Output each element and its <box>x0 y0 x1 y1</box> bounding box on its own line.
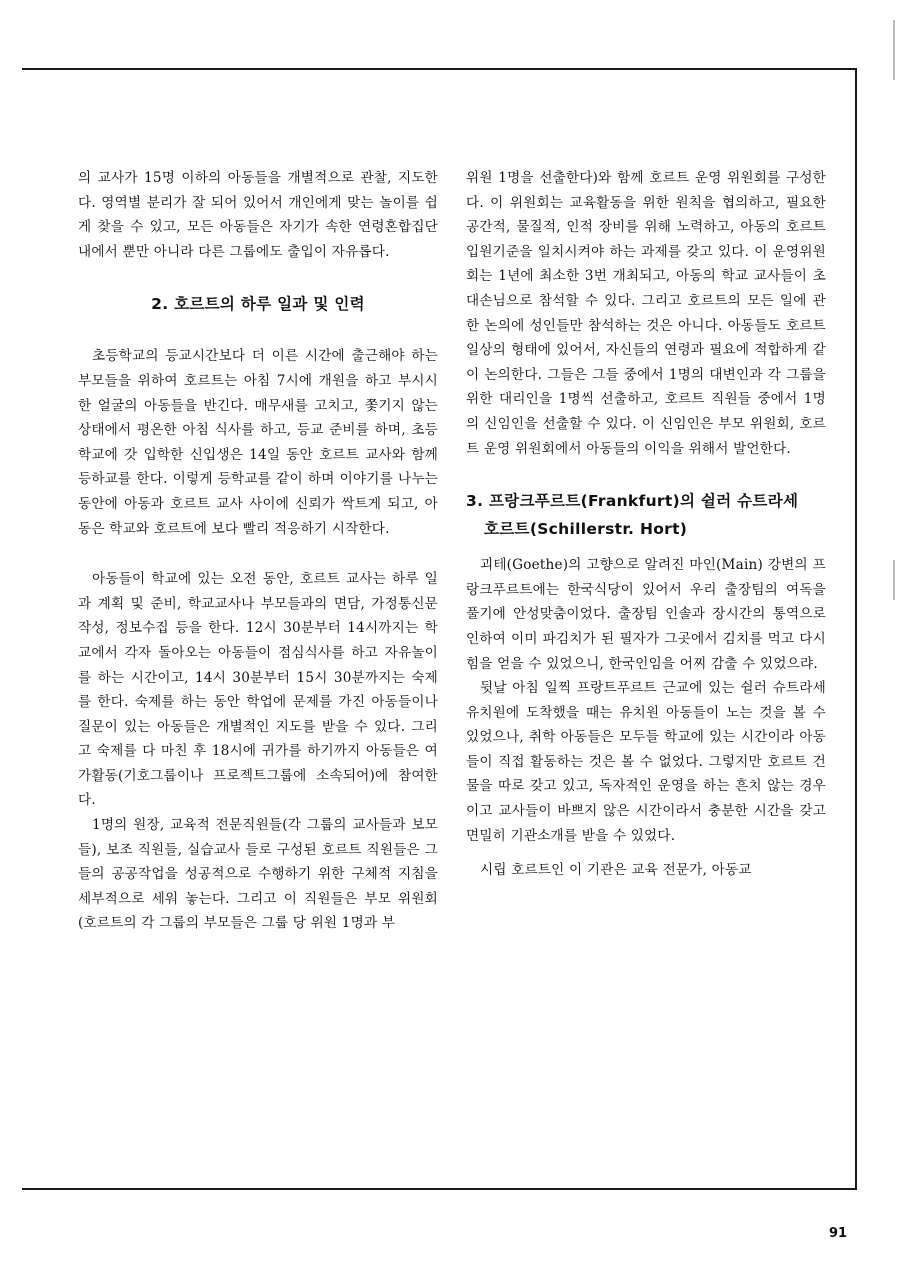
right-column <box>466 166 826 883</box>
paragraph: 아동들이 학교에 있는 오전 동안, 호르트 교사는 하루 일과 계획 및 준비, 학교교사나 부모들과의 면담, 가정통신문 작성, 정보수집 등을 한다. 12시 30분부터 14시까지는 학교에서 각자 돌아오는 아동들이 점심식사를 하고 자유놀이를 하는 시간이고, 14시 30분부터 15시 30분까지는 숙제를 한다. 숙제를 하는 동안 학업에 문제를 가진 아동들이나 질문이 있는 아동들은 개별적인 지도를 받을 수 있다. 그리고 숙제를 다 마친 후 18시에 귀가를 하기까지 아동들은 여가활동(기호그룹이나 프로젝트그룹에 소속되어)에 참여한다. <box>78 571 438 809</box>
section-heading-continued: 호르트(Schillerstr. Hort) <box>484 520 688 539</box>
left-column <box>78 166 438 936</box>
paragraph: 1명의 원장, 교육적 전문직원들(각 그룹의 교사들과 보모들), 보조 직원들, 실습교사 들로 구성된 호르트 직원들은 그들의 공공작업을 성공적으로 수행하기 위한 구체적 지침을 세부적으로 세워 놓는다. 그리고 이 직원들은 부모 위원회(호르트의 각 그룹의 부모들은 그룹 당 위원 1명과 부 <box>78 817 438 932</box>
paragraph: 괴테(Goethe)의 고향으로 알려진 마인(Main) 강변의 프랑크푸르트에는 한국식당이 있어서 우리 출장팀의 여독을 풀기에 안성맞춤이었다. 출장팀 인솔과 장시간의 통역으로 인하여 이미 파김치가 된 필자가 그곳에서 김치를 먹고 다시 힘을 얻을 수 있었으니, 한국인임을 어찌 감출 수 있었으랴. <box>466 557 826 672</box>
section-heading: 2. 호르트의 하루 일과 및 인력 <box>151 295 365 314</box>
paragraph: 초등학교의 등교시간보다 더 이른 시간에 출근해야 하는 부모들을 위하여 호르트는 아침 7시에 개원을 하고 부시시한 얼굴의 아동들을 반긴다. 매무새를 고치고, 쫓기지 않는 상태에서 평온한 아침 식사를 하고, 등교 준비를 하며, 초등학교에 갓 입학한 신입생은 14일 동안 호르트 교사와 함께 등하교를 한다. 이렇게 등학교를 같이 하며 이야기를 나누는 동안에 아동과 호르트 교사 사이에 신뢰가 싹트게 되고, 아동은 학교와 호르트에 보다 빨리 적응하기 시작한다. <box>78 348 438 537</box>
page-number: 91 <box>829 1226 848 1241</box>
paragraph: 위원 1명을 선출한다)와 함께 호르트 운영 위원회를 구성한다. 이 위원회는 교육활동을 위한 원칙을 협의하고, 필요한 공간적, 물질적, 인적 장비를 위해 노력하고, 아동의 호르트 입원기준을 일치시켜야 하는 과제를 갖고 있다. 이 운영위원회는 1년에 최소한 3번 개최되고, 아동의 학교 교사들이 초대손님으로 참석할 수 있다. 그리고 호르트의 모든 일에 관한 논의에 성인들만 참석하는 것은 아니다. 아동들도 호르트 일상의 형태에 있어서, 자신들의 연령과 필요에 적합하게 같이 논의한다. 그들은 그들 중에서 1명의 대변인과 각 그룹을 위한 대리인을 1명씩 선출하고, 호르트 직원들 중에서 1명의 신임인을 선출할 수 있다. 이 신임인은 부모 위원회, 호르트 운영 위원회에서 아동들의 이익을 위해서 발언한다. <box>466 170 826 457</box>
paragraph: 시립 호르트인 이 기관은 교육 전문가, 아동교 <box>480 862 752 879</box>
paragraph: 뒷날 아침 일찍 프랑트푸르트 근교에 있는 쉴러 슈트라세 유치원에 도착했을 때는 유치원 아동들이 노는 것을 볼 수 있었으나, 취학 아동들은 모두들 학교에 있는 시간이라 아동들이 직접 활동하는 것은 볼 수 없었다. 그렇지만 호르트 건물을 따로 갖고 있고, 독자적인 운영을 하는 흔치 않는 경우이고 교사들이 바쁘지 않은 시간이라서 충분한 시간을 갖고 면밀히 기관소개를 받을 수 있었다. <box>466 680 826 844</box>
scan-edge-mark <box>893 20 895 80</box>
scan-edge-mark <box>893 560 895 600</box>
paragraph: 의 교사가 15명 이하의 아동들을 개별적으로 관찰, 지도한다. 영역별 분리가 잘 되어 있어서 개인에게 맞는 놀이를 쉽게 찾을 수 있고, 모든 아동들은 자기가 속한 연령혼합집단 내에서 뿐만 아니라 다른 그룹에도 출입이 자유롭다. <box>78 170 438 260</box>
section-heading: 3. 프랑크푸르트(Frankfurt)의 쉴러 슈트라세 <box>466 492 799 511</box>
